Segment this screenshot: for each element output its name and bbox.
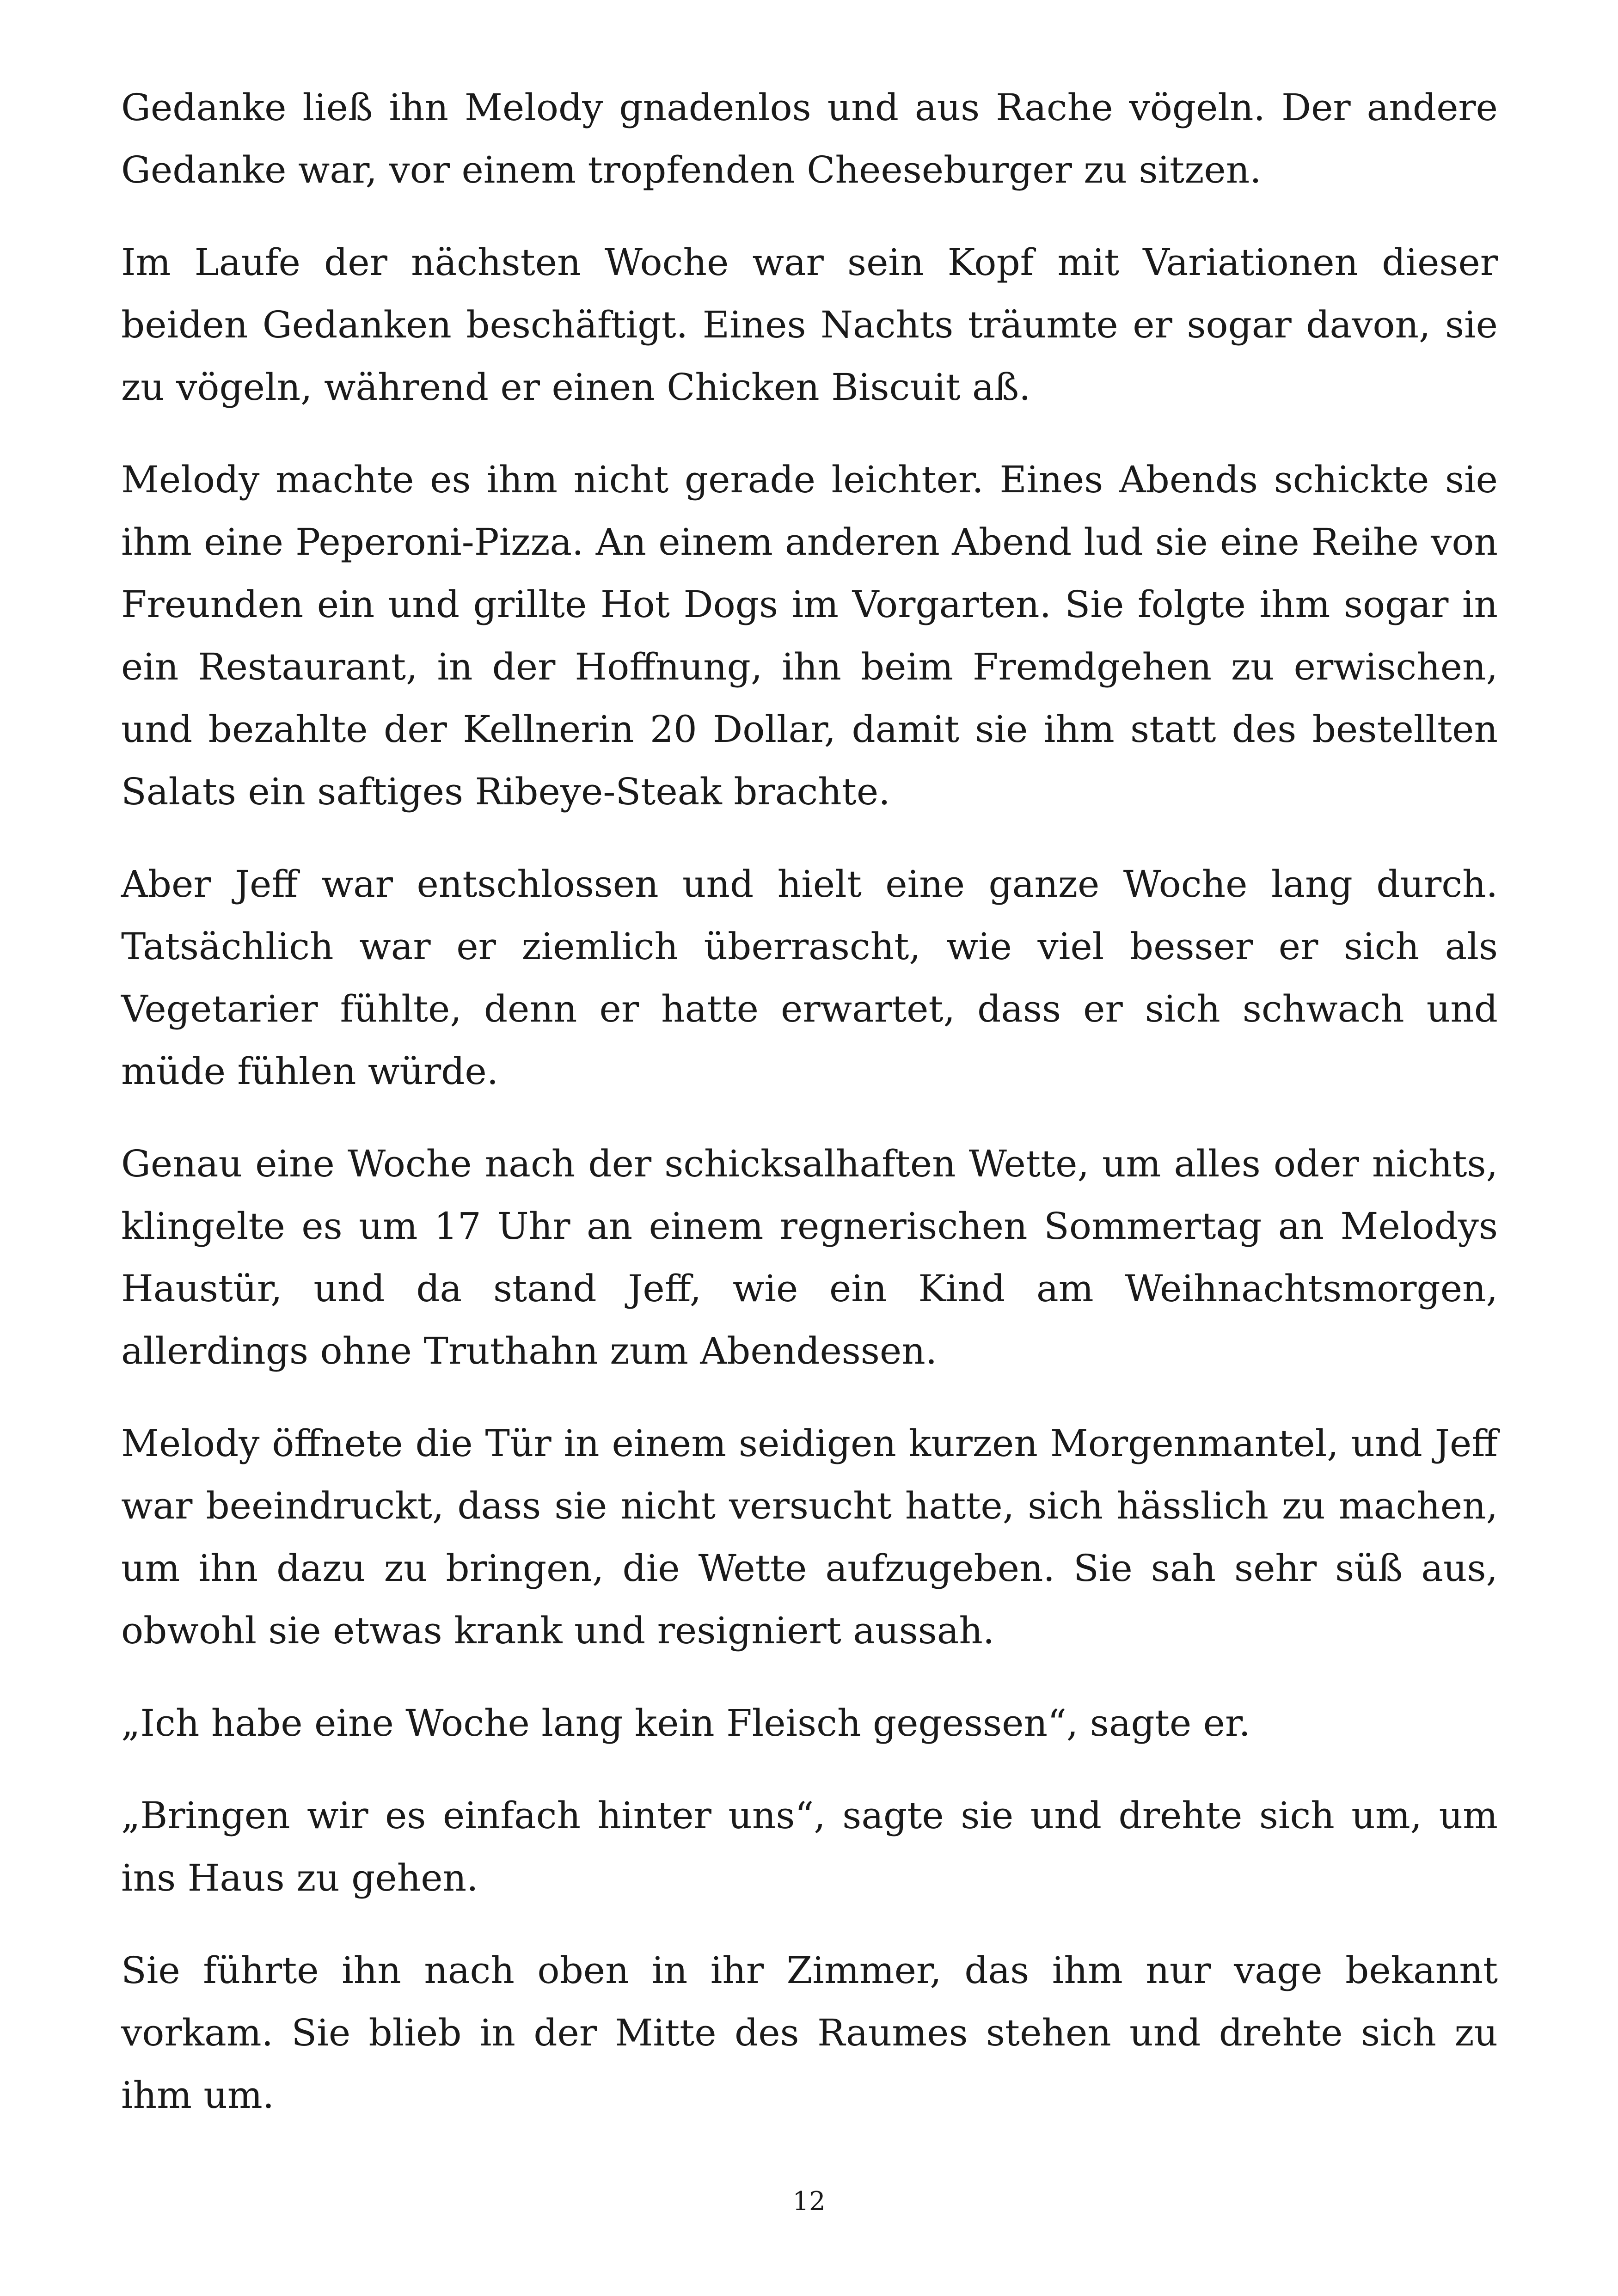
paragraph: Sie führte ihn nach oben in ihr Zimmer, das ihm nur vage bekannt vorkam. Sie blieb in der Mitte des Raumes stehen und drehte sich zu ihm um. (121, 1949, 1498, 2117)
paragraph: Aber Jeff war entschlossen und hielt eine ganze Woche lang durch. Tatsächlich war er ziemlich überrascht, wie viel besser er sich als Vegetarier fühlte, denn er hatte erwartet, dass er sich schwach und müde fühlen würde. (121, 863, 1498, 1093)
paragraph: „Ich habe eine Woche lang kein Fleisch gegessen“, sagte er. (121, 1702, 1250, 1745)
body-text (121, 76, 1498, 2156)
paragraph: Melody öffnete die Tür in einem seidigen kurzen Morgenmantel, und Jeff war beeindruckt, dass sie nicht versucht hatte, sich hässlich zu machen, um ihn dazu zu bringen, die Wette aufzugeben. Sie sah sehr süß aus, obwohl sie etwas krank und resigniert aussah. (121, 1422, 1498, 1652)
paragraph: Genau eine Woche nach der schicksalhaften Wette, um alles oder nichts, klingelte es um 17 Uhr an einem regnerischen Sommertag an Melodys Haustür, und da stand Jeff, wie ein Kind am Weihnachtsmorgen, allerdings ohne Truthahn zum Abendessen. (121, 1142, 1498, 1372)
paragraph: Gedanke ließ ihn Melody gnadenlos und aus Rache vögeln. Der andere Gedanke war, vor einem tropfenden Cheeseburger zu sitzen. (121, 86, 1498, 191)
paragraph: „Bringen wir es einfach hinter uns“, sagte sie und drehte sich um, um ins Haus zu gehen. (121, 1794, 1498, 1899)
paragraph: Im Laufe der nächsten Woche war sein Kopf mit Variationen dieser beiden Gedanken beschäftigt. Eines Nachts träumte er sogar davon, sie zu vögeln, während er einen Chicken Biscuit aß. (121, 241, 1498, 409)
paragraph: Melody machte es ihm nicht gerade leichter. Eines Abends schickte sie ihm eine Peperoni-Pizza. An einem anderen Abend lud sie eine Reihe von Freunden ein und grillte Hot Dogs im Vorgarten. Sie folgte ihm sogar in ein Restaurant, in der Hoffnung, ihn beim Fremdgehen zu erwischen, und bezahlte der Kellnerin 20 Dollar, damit sie ihm statt des bestellten Salats ein saftiges Ribeye-Steak brachte. (121, 458, 1498, 813)
page-number: 12 (792, 2186, 826, 2216)
